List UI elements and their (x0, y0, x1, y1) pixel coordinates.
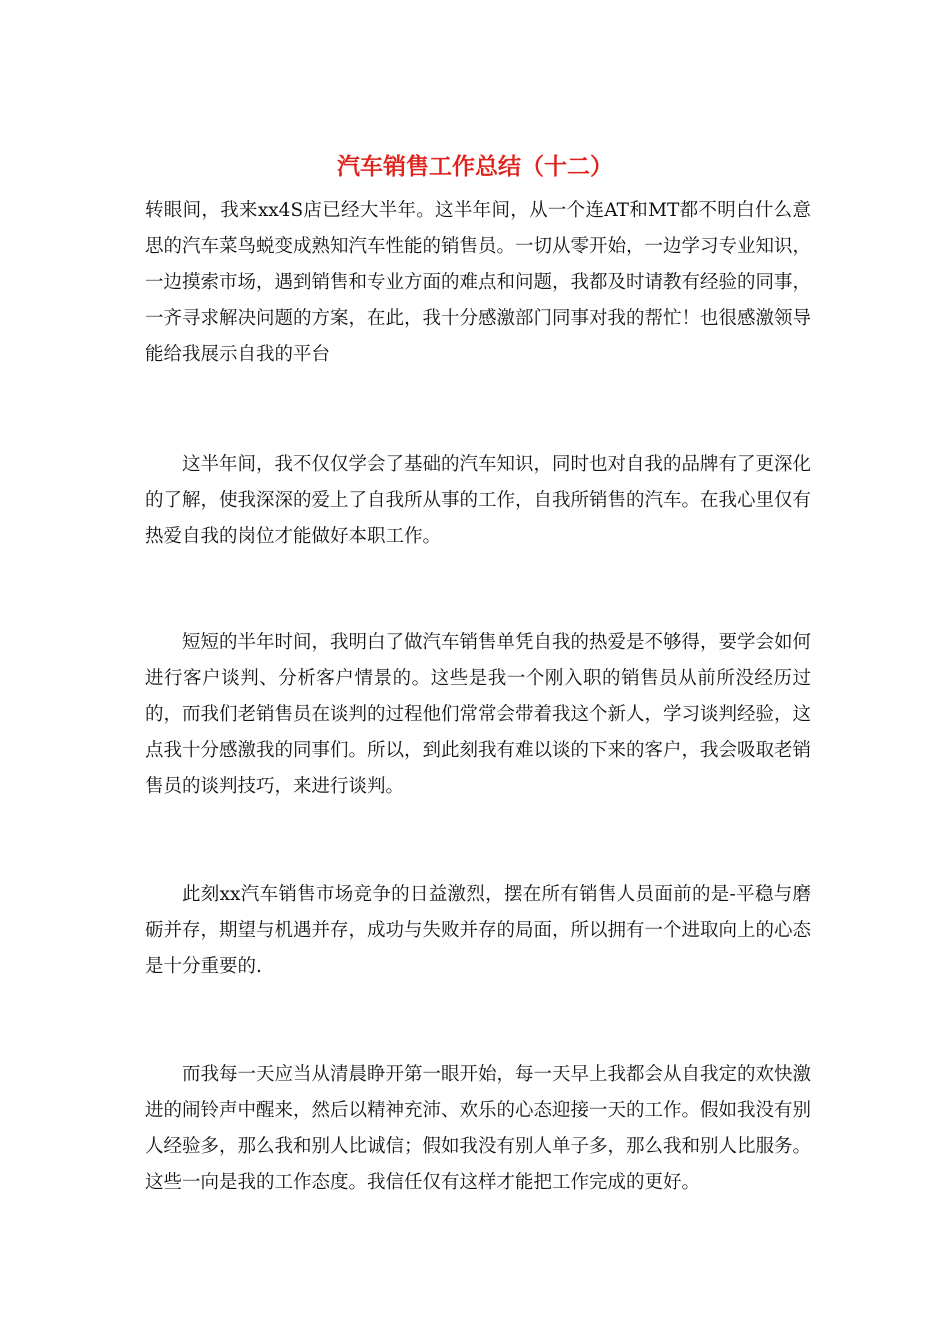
paragraph-4: 此刻xx汽车销售市场竞争的日益激烈，摆在所有销售人员面前的是-平稳与磨砺并存，期望与机遇并存，成功与失败并存的局面，所以拥有一个进取向上的心态是十分重要的. (145, 884, 812, 977)
document-title: 汽车销售工作总结（十二） (337, 153, 613, 180)
paragraph-5: 而我每一天应当从清晨睁开第一眼开始，每一天早上我都会从自我定的欢快激进的闹铃声中醒来，然后以精神充沛、欢乐的心态迎接一天的工作。假如我没有别人经验多，那么我和别人比诚信；假如我没有别人单子多，那么我和别人比服务。这些一向是我的工作态度。我信任仅有这样才能把工作完成的更好。 (145, 1064, 812, 1193)
paragraph-1: 转眼间，我来xx4S店已经大半年。这半年间，从一个连AT和MT都不明白什么意思的汽车菜鸟蜕变成熟知汽车性能的销售员。一切从零开始，一边学习专业知识，一边摸索市场，遇到销售和专业方面的难点和问题，我都及时请教有经验的同事，一齐寻求解决问题的方案，在此，我十分感激部门同事对我的帮忙！也很感激领导能给我展示自我的平台 (145, 200, 812, 365)
paragraph-2: 这半年间，我不仅仅学会了基础的汽车知识，同时也对自我的品牌有了更深化的了解，使我深深的爱上了自我所从事的工作，自我所销售的汽车。在我心里仅有热爱自我的岗位才能做好本职工作。 (145, 454, 812, 547)
paragraph-3: 短短的半年时间，我明白了做汽车销售单凭自我的热爱是不够得，要学会如何进行客户谈判、分析客户情景的。这些是我一个刚入职的销售员从前所没经历过的，而我们老销售员在谈判的过程他们常常会带着我这个新人，学习谈判经验，这点我十分感激我的同事们。所以，到此刻我有难以谈的下来的客户，我会吸取老销售员的谈判技巧，来进行谈判。 (145, 632, 812, 797)
